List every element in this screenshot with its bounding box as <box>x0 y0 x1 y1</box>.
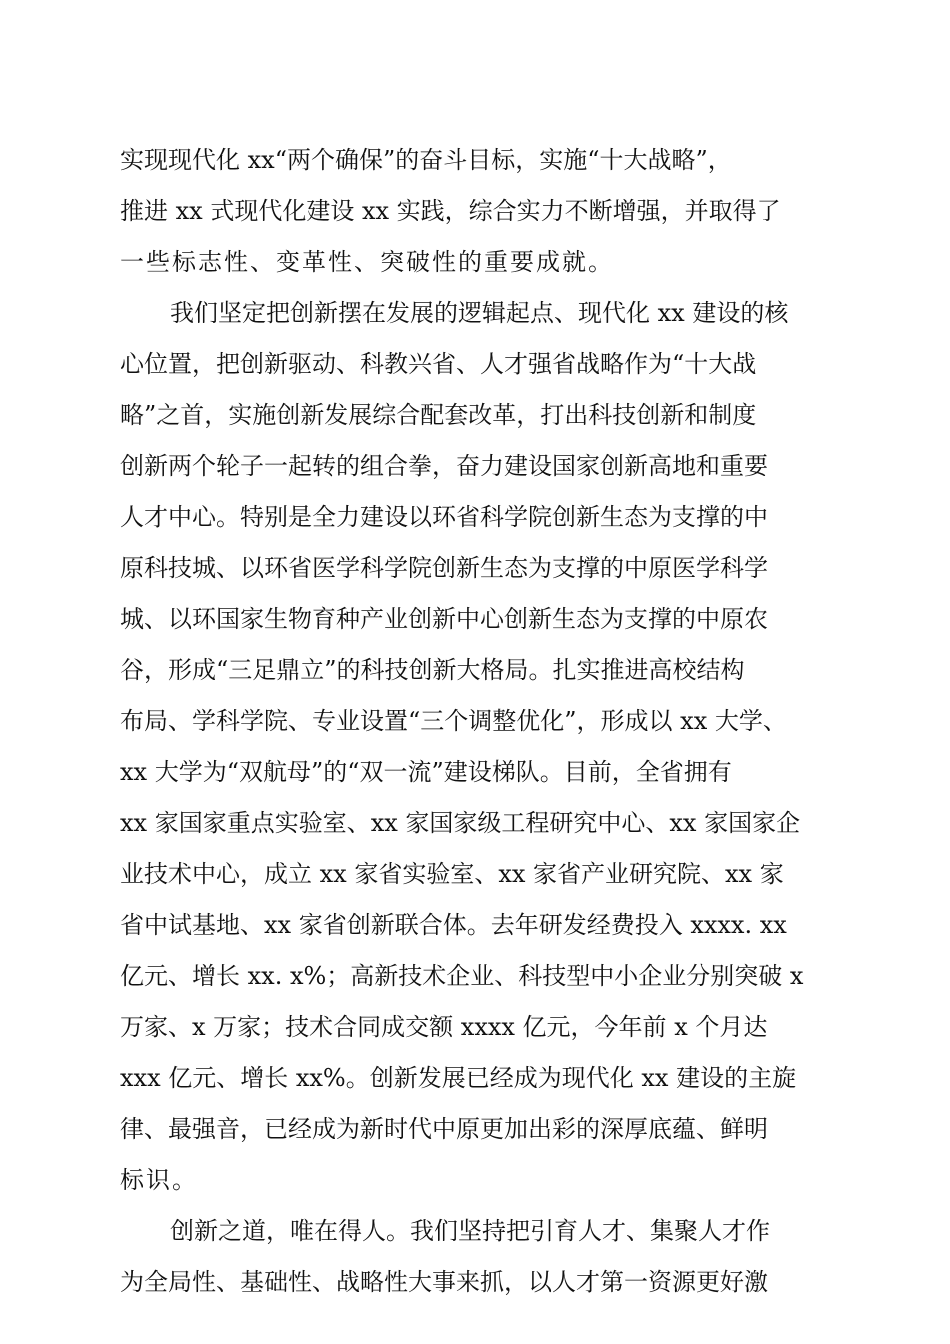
text-line: 一些标志性、变革性、突破性的重要成就。 <box>120 248 614 276</box>
text-line: 为全局性、基础性、战略性大事来抓，以人才第一资源更好激 <box>120 1268 768 1296</box>
text-line: 省中试基地、xx 家省创新联合体。去年研发经费投入 xxxx. xx <box>120 911 787 939</box>
text-line: xx 家国家重点实验室、xx 家国家级工程研究中心、xx 家国家企 <box>120 809 801 837</box>
text-line: 布局、学科学院、专业设置“三个调整优化”，形成以 xx 大学、 <box>120 707 787 735</box>
text-line: 城、以环国家生物育种产业创新中心创新生态为支撑的中原农 <box>120 605 768 633</box>
text-line: 业技术中心，成立 xx 家省实验室、xx 家省产业研究院、xx 家 <box>120 860 784 888</box>
text-line: 我们坚定把创新摆在发展的逻辑起点、现代化 xx 建设的核 <box>170 299 789 327</box>
text-line: xx 大学为“双航母”的“双一流”建设梯队。目前，全省拥有 <box>120 758 732 786</box>
text-line: 律、最强音，已经成为新时代中原更加出彩的深厚底蕴、鲜明 <box>120 1115 768 1143</box>
text-line: 人才中心。特别是全力建设以环省科学院创新生态为支撑的中 <box>120 503 768 531</box>
text-line: 亿元、增长 xx. x%；高新技术企业、科技型中小企业分别突破 x <box>120 962 804 990</box>
text-line: 原科技城、以环省医学科学院创新生态为支撑的中原医学科学 <box>120 554 768 582</box>
text-line: 略”之首，实施创新发展综合配套改革，打出科技创新和制度 <box>120 401 757 429</box>
text-line: 创新两个轮子一起转的组合拳，奋力建设国家创新高地和重要 <box>120 452 768 480</box>
text-line: 心位置，把创新驱动、科教兴省、人才强省战略作为“十大战 <box>120 350 757 378</box>
text-line: 万家、x 万家；技术合同成交额 xxxx 亿元，今年前 x 个月达 <box>120 1013 768 1041</box>
text-line: 标识。 <box>120 1166 198 1194</box>
text-line: 实现现代化 xx“两个确保”的奋斗目标，实施“十大战略”， <box>120 146 732 174</box>
text-line: xxx 亿元、增长 xx%。创新发展已经成为现代化 xx 建设的主旋 <box>120 1064 797 1092</box>
text-line: 谷，形成“三足鼎立”的科技创新大格局。扎实推进高校结构 <box>120 656 745 684</box>
text-line: 推进 xx 式现代化建设 xx 实践，综合实力不断增强，并取得了 <box>120 197 781 225</box>
text-line: 创新之道，唯在得人。我们坚持把引育人才、集聚人才作 <box>170 1217 770 1245</box>
